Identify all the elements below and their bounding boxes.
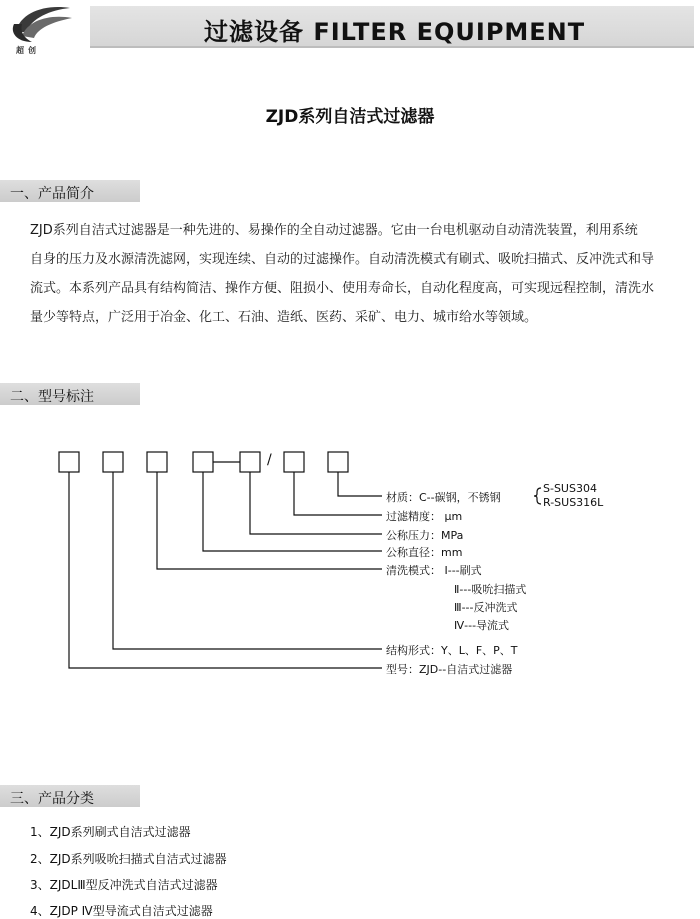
model-code-lines [0,440,700,690]
list-item: 4、ZJDP Ⅳ型导流式自洁式过滤器 [30,904,213,918]
code-box-4 [193,452,213,472]
pressure-label: 公称压力：MPa [386,529,464,542]
intro-line: 流式。本系列产品具有结构简洁、操作方便、阻损小、使用寿命长，自动化程度高，可实现远程控制，清洗水 [30,281,655,296]
intro-line: 自身的压力及水源清洗滤网，实现连续、自动的过滤操作。自动清洗模式有刷式、吸吮扫描式、反冲洗式和导 [30,252,655,267]
clean-mode-label: 清洗模式： Ⅰ---刷式 [386,564,482,577]
material-option-r: R-SUS316L [543,496,604,509]
code-box-2 [103,452,123,472]
page-title: ZJD系列自洁式过滤器 [265,107,435,127]
code-box-3 [147,452,167,472]
company-logo [6,2,76,58]
precision-label: 过滤精度： μm [386,510,463,523]
code-box-5 [240,452,260,472]
section-heading-label: 三、产品分类 [10,791,94,807]
section-heading-label: 一、产品简介 [10,186,94,202]
material-option-s: S-SUS304 [543,482,597,495]
diameter-label: 公称直径：mm [386,546,463,559]
logo-text: 超创 [16,46,40,55]
intro-paragraph [30,216,676,332]
material-label: 材质：C--碳钢，不锈钢 [386,491,501,504]
logo-emblem-icon [6,2,76,48]
clean-mode-option: Ⅲ---反冲洗式 [454,601,518,614]
code-slash: / [267,452,272,468]
list-item: 2、ZJD系列吸吮扫描式自洁式过滤器 [30,852,227,866]
section-heading-categories [0,785,140,807]
list-item: 3、ZJDLⅢ型反冲洗式自洁式过滤器 [30,878,218,892]
section-heading-model [0,383,140,405]
type-label: 型号：ZJD--自洁式过滤器 [386,663,513,676]
clean-mode-option: Ⅱ---吸吮扫描式 [454,583,527,596]
section-heading-intro [0,180,140,202]
page-header [0,0,700,60]
code-box-1 [59,452,79,472]
list-item: 1、ZJD系列刷式自洁式过滤器 [30,825,191,839]
code-box-6 [284,452,304,472]
clean-mode-option: Ⅳ---导流式 [454,619,510,632]
section-heading-label: 二、型号标注 [10,389,94,405]
intro-line: ZJD系列自洁式过滤器是一种先进的、易操作的全自动过滤器。它由一台电机驱动自动清洗装置，利用系统 [30,223,638,238]
intro-line: 量少等特点，广泛用于冶金、化工、石油、造纸、医药、采矿、电力、城市给水等领域。 [30,310,538,325]
banner-title: 过滤设备 FILTER EQUIPMENT [204,18,586,46]
code-box-7 [328,452,348,472]
structure-label: 结构形式：Y、L、F、P、T [386,644,518,657]
header-banner [90,6,694,48]
